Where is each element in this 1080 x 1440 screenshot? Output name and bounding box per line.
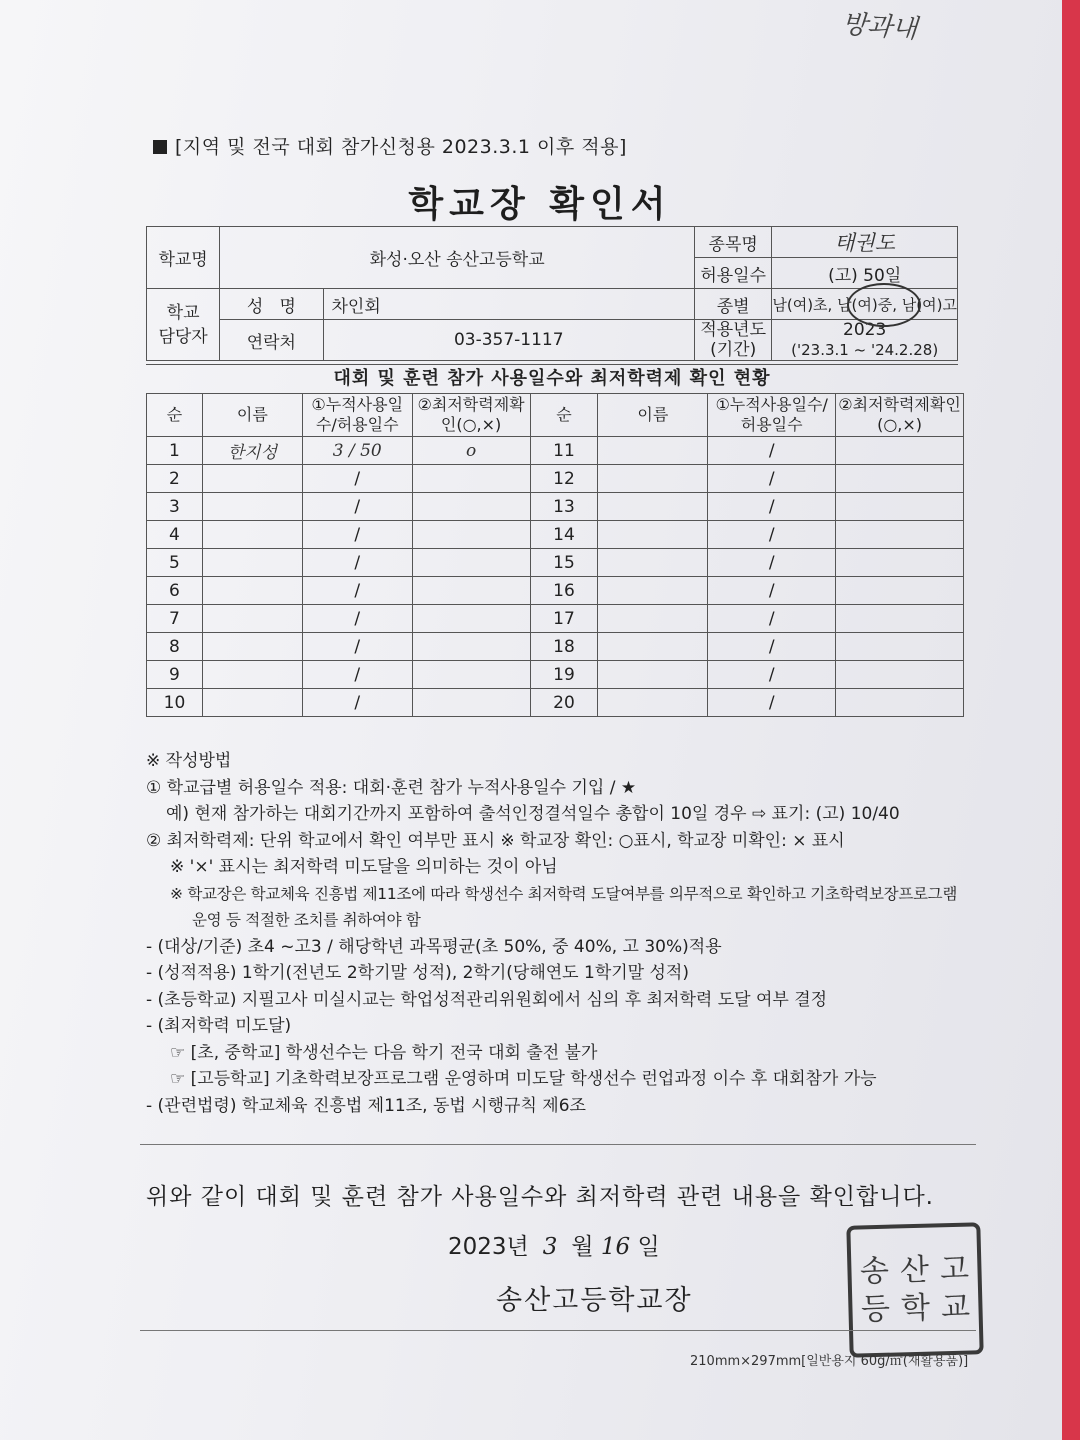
school-value: 화성·오산 송산고등학교 bbox=[220, 227, 695, 289]
instruction-line: ※ 작성방법 bbox=[146, 751, 232, 771]
row-number: 6 bbox=[147, 577, 203, 605]
row-days: / bbox=[302, 493, 412, 521]
name-value: 차인회 bbox=[323, 289, 695, 320]
row-check-right bbox=[836, 633, 964, 661]
header-check: ②최저학력제확인(○,×) bbox=[412, 394, 530, 437]
row-days-right: / bbox=[708, 549, 836, 577]
manager-label: 학교 담당자 bbox=[147, 289, 220, 361]
seal-character: 송 bbox=[859, 1253, 890, 1290]
table-row bbox=[147, 577, 964, 605]
row-number: 9 bbox=[147, 661, 203, 689]
row-days-right: / bbox=[708, 689, 836, 717]
row-check-right bbox=[836, 521, 964, 549]
row-number: 8 bbox=[147, 633, 203, 661]
row-name: 한지성 bbox=[202, 437, 302, 465]
year-value: 2023 bbox=[843, 320, 887, 340]
row-name-right bbox=[598, 493, 708, 521]
seal-character: 교 bbox=[940, 1289, 971, 1326]
instruction-line: ② 최저학력제: 단위 학교에서 확인 여부만 표시 ※ 학교장 확인: ○표시, 학교장 미확인: × 표시 bbox=[146, 830, 845, 851]
row-days-right: / bbox=[708, 437, 836, 465]
table-row bbox=[147, 661, 964, 689]
row-number: 7 bbox=[147, 605, 203, 633]
row-days: / bbox=[302, 549, 412, 577]
seal-character: 학 bbox=[900, 1290, 931, 1327]
row-number-right: 18 bbox=[530, 633, 598, 661]
row-name-right bbox=[598, 689, 708, 717]
instruction-line: ① 학교급별 허용일수 적용: 대회·훈련 참가 누적사용일수 기입 / ★ bbox=[146, 777, 637, 798]
row-number: 5 bbox=[147, 549, 203, 577]
row-days: / bbox=[302, 465, 412, 493]
row-number: 3 bbox=[147, 493, 203, 521]
days-label: 허용일수 bbox=[695, 258, 772, 289]
row-check-right bbox=[836, 437, 964, 465]
row-check: o bbox=[412, 437, 530, 465]
date-day: 16 bbox=[600, 1234, 631, 1260]
row-days: / bbox=[302, 577, 412, 605]
table-row bbox=[147, 549, 964, 577]
header-days: ①누적사용일수/허용일수 bbox=[302, 394, 412, 437]
instruction-line: ☞ [초, 중학교] 학생선수는 다음 학기 전국 대회 출전 불가 bbox=[170, 1042, 598, 1063]
period-value: ('23.3.1 ~ '24.2.28) bbox=[791, 341, 939, 359]
participation-table bbox=[146, 393, 964, 717]
row-check-right bbox=[836, 549, 964, 577]
row-check bbox=[412, 633, 530, 661]
row-check-right bbox=[836, 465, 964, 493]
row-check bbox=[412, 605, 530, 633]
divider-top bbox=[140, 1144, 976, 1145]
row-number-right: 11 bbox=[530, 437, 598, 465]
table-body bbox=[147, 437, 964, 717]
category-label: 종별 bbox=[695, 289, 772, 320]
row-number: 2 bbox=[147, 465, 203, 493]
row-check-right bbox=[836, 577, 964, 605]
date-day-unit: 일 bbox=[637, 1234, 660, 1260]
school-seal-stamp bbox=[846, 1222, 983, 1357]
info-table bbox=[146, 226, 958, 361]
row-check bbox=[412, 521, 530, 549]
row-days: / bbox=[302, 605, 412, 633]
row-days-right: / bbox=[708, 577, 836, 605]
instruction-line: - (최저학력 미도달) bbox=[146, 1016, 292, 1036]
days-value: (고) 50일 bbox=[772, 258, 958, 289]
event-label: 종목명 bbox=[695, 227, 772, 258]
page-title: 학교장 확인서 bbox=[408, 184, 672, 225]
table-row bbox=[147, 521, 964, 549]
event-value: 태권도 bbox=[772, 227, 958, 258]
school-label: 학교명 bbox=[147, 227, 220, 289]
row-name-right bbox=[598, 521, 708, 549]
row-check bbox=[412, 465, 530, 493]
instruction-line: - (초등학교) 지필고사 미실시교는 학업성적관리위원회에서 심의 후 최저학력 도달 여부 결정 bbox=[146, 989, 828, 1010]
contact-value: 03-357-1117 bbox=[323, 320, 695, 361]
instruction-line: - (대상/기준) 초4 ~고3 / 해당학년 과목평균(초 50%, 중 40%, 고 30%)적용 bbox=[146, 936, 722, 957]
seal-character: 고 bbox=[939, 1251, 970, 1288]
row-name bbox=[202, 549, 302, 577]
row-check bbox=[412, 493, 530, 521]
header-name: 이름 bbox=[202, 394, 302, 437]
row-check bbox=[412, 689, 530, 717]
row-check-right bbox=[836, 661, 964, 689]
row-name bbox=[202, 521, 302, 549]
row-name bbox=[202, 605, 302, 633]
row-days-right: / bbox=[708, 493, 836, 521]
row-number-right: 19 bbox=[530, 661, 598, 689]
principal-title: 송산고등학교장 bbox=[496, 1285, 693, 1316]
table-row bbox=[147, 633, 964, 661]
instructions bbox=[146, 748, 976, 1119]
confirm-date bbox=[448, 1228, 660, 1261]
date-month: 3 bbox=[542, 1234, 558, 1260]
header-seq: 순 bbox=[147, 394, 203, 437]
row-name bbox=[202, 577, 302, 605]
header-seq-right: 순 bbox=[530, 394, 598, 437]
header-text: [지역 및 전국 대회 참가신청용 2023.3.1 이후 적용] bbox=[175, 136, 627, 158]
table-title: 대회 및 훈련 참가 사용일수와 최저학력제 확인 현황 bbox=[146, 364, 958, 394]
divider-bottom bbox=[140, 1330, 976, 1331]
row-name bbox=[202, 633, 302, 661]
date-year: 2023년 bbox=[448, 1234, 529, 1260]
table-row bbox=[147, 493, 964, 521]
row-days-right: / bbox=[708, 465, 836, 493]
row-name-right bbox=[598, 661, 708, 689]
row-name-right bbox=[598, 549, 708, 577]
square-bullet-icon bbox=[153, 140, 167, 154]
row-number: 4 bbox=[147, 521, 203, 549]
handwritten-circle-mark bbox=[847, 283, 921, 327]
instruction-line: - (관련법령) 학교체육 진흥법 제11조, 동법 시행규칙 제6조 bbox=[146, 1095, 586, 1116]
instruction-line: ※ 학교장은 학교체육 진흥법 제11조에 따라 학생선수 최저학력 도달여부를 의무적으로 확인하고 기초학력보장프로그램 bbox=[170, 884, 958, 903]
seal-character: 등 bbox=[860, 1291, 891, 1328]
handwritten-corner-note: 방과내 bbox=[840, 9, 919, 45]
instruction-line: - (성적적용) 1학기(전년도 2학기말 성적), 2학기(당해연도 1학기말 성적) bbox=[146, 963, 689, 983]
row-check bbox=[412, 549, 530, 577]
row-name-right bbox=[598, 633, 708, 661]
row-number: 1 bbox=[147, 437, 203, 465]
row-number: 10 bbox=[147, 689, 203, 717]
header-check-right: ②최저학력제확인(○,×) bbox=[836, 394, 964, 437]
row-check bbox=[412, 661, 530, 689]
row-days: 3 / 50 bbox=[302, 437, 412, 465]
row-number-right: 14 bbox=[530, 521, 598, 549]
row-number-right: 12 bbox=[530, 465, 598, 493]
row-name bbox=[202, 689, 302, 717]
row-check-right bbox=[836, 605, 964, 633]
date-month-unit: 월 bbox=[571, 1234, 594, 1260]
row-number-right: 16 bbox=[530, 577, 598, 605]
year-cell bbox=[772, 320, 958, 361]
header-name-right: 이름 bbox=[598, 394, 708, 437]
row-check bbox=[412, 577, 530, 605]
row-days-right: / bbox=[708, 605, 836, 633]
instruction-line: ※ '×' 표시는 최저학력 미도달을 의미하는 것이 아님 bbox=[170, 857, 558, 877]
table-row bbox=[147, 605, 964, 633]
contact-label: 연락처 bbox=[220, 320, 323, 361]
row-name-right bbox=[598, 437, 708, 465]
row-number-right: 20 bbox=[530, 689, 598, 717]
row-number-right: 17 bbox=[530, 605, 598, 633]
row-days: / bbox=[302, 521, 412, 549]
instruction-line: ☞ [고등학교] 기초학력보장프로그램 운영하며 미도달 학생선수 런업과정 이수 후 대회참가 가능 bbox=[170, 1069, 877, 1089]
instruction-line: 예) 현재 참가하는 대회기간까지 포함하여 출석인정결석일수 총합이 10일 경우 ⇨ 표기: (고) 10/40 bbox=[166, 804, 900, 824]
row-days-right: / bbox=[708, 661, 836, 689]
seal-character: 산 bbox=[899, 1252, 930, 1289]
instruction-line: 운영 등 적절한 조치를 취하여야 함 bbox=[192, 911, 421, 929]
row-check-right bbox=[836, 493, 964, 521]
year-label: 적용년도 (기간) bbox=[695, 320, 772, 361]
row-days: / bbox=[302, 689, 412, 717]
header-days-right: ①누적사용일수/허용일수 bbox=[708, 394, 836, 437]
row-days: / bbox=[302, 661, 412, 689]
row-name-right bbox=[598, 577, 708, 605]
row-days-right: / bbox=[708, 521, 836, 549]
row-name-right bbox=[598, 605, 708, 633]
table-row bbox=[147, 465, 964, 493]
name-label: 성 명 bbox=[220, 289, 323, 320]
row-number-right: 13 bbox=[530, 493, 598, 521]
table-row bbox=[147, 689, 964, 717]
confirm-statement: 위와 같이 대회 및 훈련 참가 사용일수와 최저학력 관련 내용을 확인합니다. bbox=[146, 1184, 934, 1210]
table-row bbox=[147, 437, 964, 465]
row-name bbox=[202, 493, 302, 521]
row-name bbox=[202, 661, 302, 689]
row-name-right bbox=[598, 465, 708, 493]
header-line bbox=[153, 132, 627, 159]
table-header-row bbox=[147, 394, 964, 437]
row-name bbox=[202, 465, 302, 493]
row-check-right bbox=[836, 689, 964, 717]
row-days: / bbox=[302, 633, 412, 661]
row-days-right: / bbox=[708, 633, 836, 661]
row-number-right: 15 bbox=[530, 549, 598, 577]
paper-spec-footer: 210mm×297mm[일반용지 60g/㎡(재활용품)] bbox=[690, 1354, 969, 1369]
category-value: 남(여)초, 남(여)중, 남(여)고 bbox=[772, 289, 958, 320]
